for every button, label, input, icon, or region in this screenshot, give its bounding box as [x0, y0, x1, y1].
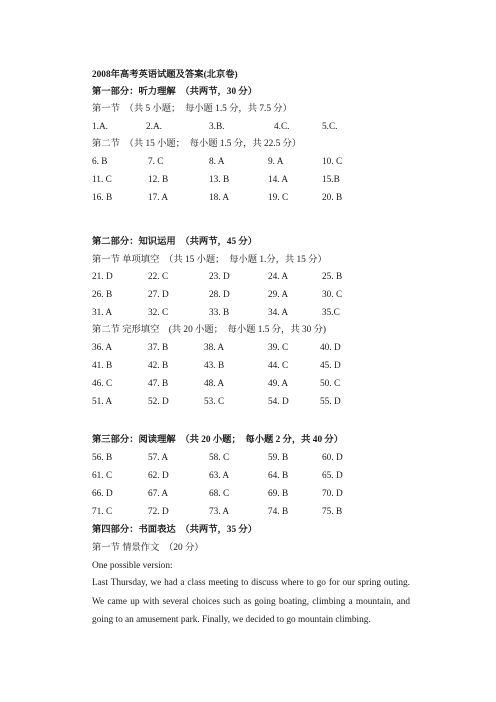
- answer-cell: 21. D: [92, 272, 113, 282]
- part2-sec2-label: 第二节 完形填空 (共 20 小题； 每小题 1.5 分，共 30 分): [92, 325, 326, 335]
- answer-cell: 14. A: [268, 175, 289, 185]
- answer-cell: 13. B: [209, 175, 230, 185]
- answer-row: [92, 488, 392, 500]
- answer-cell: 19. C: [268, 193, 289, 203]
- answer-cell: 32. C: [148, 308, 169, 318]
- answer-cell: 53. C: [204, 397, 225, 407]
- answer-cell: 24. A: [268, 272, 289, 282]
- answer-cell: 67. A: [148, 489, 169, 499]
- answer-cell: 17. A: [148, 193, 169, 203]
- answer-cell: 25. B: [322, 272, 343, 282]
- answer-cell: 58. C: [209, 453, 230, 463]
- answer-cell: 71. C: [92, 507, 113, 517]
- answer-cell: 20. B: [322, 193, 343, 203]
- answer-cell: 41. B: [92, 361, 113, 371]
- answer-cell: 42. B: [148, 361, 169, 371]
- answer-cell: 54. D: [268, 397, 289, 407]
- answer-cell: 60. D: [322, 453, 343, 463]
- answer-cell: 4.C.: [274, 122, 290, 132]
- answer-row: [92, 396, 392, 408]
- answer-cell: 52. D: [148, 397, 169, 407]
- answer-cell: 26. B: [92, 290, 113, 300]
- answer-cell: 15.B: [322, 175, 340, 185]
- answer-row: [92, 360, 392, 372]
- answer-cell: 62. D: [148, 471, 169, 481]
- answer-cell: 68. C: [209, 489, 230, 499]
- answer-row: [92, 307, 392, 319]
- answer-cell: 55. D: [320, 397, 341, 407]
- answer-cell: 16. B: [92, 193, 113, 203]
- answer-cell: 30. C: [322, 290, 343, 300]
- answer-cell: 27. D: [148, 290, 169, 300]
- answer-row: [92, 174, 392, 186]
- answer-cell: 3.B.: [209, 122, 225, 132]
- answer-cell: 73. A: [209, 507, 230, 517]
- answer-cell: 40. D: [320, 343, 341, 353]
- part1-sec2-label: 第二节 （共 15 小题； 每小题 1.5 分，共 22.5 分）: [92, 139, 302, 149]
- answer-cell: 28. D: [209, 290, 230, 300]
- answer-cell: 1.A.: [92, 122, 109, 132]
- answer-row: [92, 271, 392, 283]
- answer-cell: 38. A: [204, 343, 225, 353]
- answer-cell: 35.C: [322, 308, 340, 318]
- answer-cell: 2.A.: [146, 122, 163, 132]
- answer-cell: 9. A: [268, 157, 284, 167]
- answer-row: [92, 156, 392, 168]
- part4-heading: 第四部分：书面表达 （共两节，35 分）: [92, 525, 258, 535]
- answer-row: [92, 342, 392, 354]
- answer-cell: 23. D: [209, 272, 230, 282]
- answer-cell: 57. A: [148, 453, 169, 463]
- answer-cell: 5.C.: [322, 122, 338, 132]
- answer-cell: 33. B: [209, 308, 230, 318]
- answer-cell: 65. D: [322, 471, 343, 481]
- answer-cell: 6. B: [92, 157, 108, 167]
- answer-cell: 39. C: [268, 343, 289, 353]
- part2-heading: 第二部分：知识运用 （共两节，45 分）: [92, 237, 258, 247]
- document-title: 2008年高考英语试题及答案(北京卷): [92, 70, 238, 80]
- part3-heading: 第三部分：阅读理解 （共 20 小题； 每小题 2 分，共 40 分）: [92, 435, 344, 445]
- part1-sec1-label: 第一节 （共 5 小题； 每小题 1.5 分，共 7.5 分）: [92, 104, 292, 114]
- answer-cell: 44. C: [268, 361, 289, 371]
- answer-cell: 22. C: [148, 272, 169, 282]
- answer-cell: 69. B: [268, 489, 289, 499]
- answer-cell: 10. C: [322, 157, 343, 167]
- answer-cell: 72. D: [148, 507, 169, 517]
- answer-cell: 34. A: [268, 308, 289, 318]
- part2-sec1-label: 第一节 单项填空 （共 15 小题； 每小题 1.分，共 15 分）: [92, 255, 327, 265]
- answer-cell: 36. A: [92, 343, 113, 353]
- answer-cell: 46. C: [92, 379, 113, 389]
- answer-cell: 37. B: [148, 343, 169, 353]
- answer-cell: 63. A: [209, 471, 230, 481]
- answer-cell: 47. B: [148, 379, 169, 389]
- answer-cell: 48. A: [204, 379, 225, 389]
- answer-cell: 29. A: [268, 290, 289, 300]
- answer-cell: 43. B: [204, 361, 225, 371]
- answer-cell: 18. A: [209, 193, 230, 203]
- answer-cell: 49. A: [268, 379, 289, 389]
- essay-paragraph: Last Thursday, we had a class meeting to discuss where to go for our spring outing. We came up with several choices such as going boating, climbing a mountain, and going to an amusement park. Finally, we decided to go mountain climbing.: [92, 578, 410, 626]
- answer-cell: 7. C: [148, 157, 164, 167]
- part1-heading: 第一部分：听力理解 （共两节，30 分）: [92, 87, 258, 97]
- answer-cell: 50. C: [320, 379, 341, 389]
- answer-row: [92, 192, 392, 204]
- answer-cell: 64. B: [268, 471, 289, 481]
- answer-cell: 66. D: [92, 489, 113, 499]
- answer-cell: 12. B: [148, 175, 169, 185]
- answer-row: [92, 121, 392, 133]
- answer-row: [92, 506, 392, 518]
- answer-cell: 51. A: [92, 397, 113, 407]
- answer-row: [92, 470, 392, 482]
- answer-cell: 56. B: [92, 453, 113, 463]
- answer-cell: 70. D: [322, 489, 343, 499]
- answer-cell: 31. A: [92, 308, 113, 318]
- answer-row: [92, 452, 392, 464]
- answer-cell: 45. D: [320, 361, 341, 371]
- answer-row: [92, 378, 392, 390]
- answer-cell: 8. A: [209, 157, 225, 167]
- answer-cell: 74. B: [268, 507, 289, 517]
- answer-cell: 59. B: [268, 453, 289, 463]
- answer-cell: 75. B: [322, 507, 343, 517]
- answer-cell: 61. C: [92, 471, 113, 481]
- essay-version-label: One possible version:: [92, 561, 173, 571]
- answer-row: [92, 289, 392, 301]
- part4-sec1-label: 第一节 情景作文 （20 分）: [92, 543, 204, 553]
- answer-cell: 11. C: [92, 175, 112, 185]
